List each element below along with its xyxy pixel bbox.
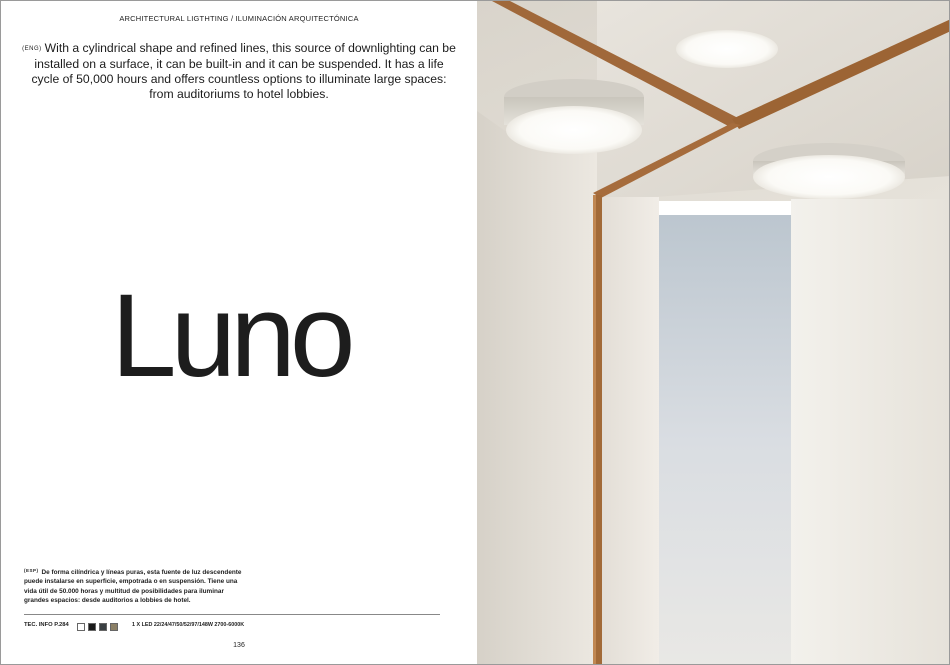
section-header: ARCHITECTURAL LIGTHTING / ILUMINACIÓN ARQUITECTÓNICA: [119, 14, 359, 23]
lamp-spec: 1 X LED 22/24/47/50/52/97/148W 2700-6000K: [132, 622, 245, 628]
tech-info-reference: TEC. INFO P.284: [24, 622, 69, 628]
finish-swatch: [110, 623, 118, 631]
finish-swatch: [88, 623, 96, 631]
intro-english: [21, 41, 457, 102]
footer-divider: [24, 614, 440, 615]
finish-swatch: [99, 623, 107, 631]
intro-english-text: With a cylindrical shape and refined lines, this source of downlighting can be installed on a surface, it can be built-in and it can be suspended. It has a life cycle of 50,000 hours and offers countless options to illuminate large spaces: from auditoriums to hotel lobbies.: [31, 41, 456, 101]
language-tag-esp: (ESP): [24, 568, 39, 573]
product-title: Luno: [111, 270, 350, 402]
product-photo: [477, 1, 950, 665]
page-number: 136: [233, 642, 245, 649]
intro-spanish-text: De forma cilíndrica y líneas puras, esta fuente de luz descendente puede instalarse en superficie, empotrada o en suspensión. Tiene una vida útil de 50.000 horas y multitud de posibilidades para iluminar grandes espacios: desde auditorios a lobbies de hotel.: [24, 569, 242, 605]
language-tag-eng: (ENG): [22, 46, 42, 52]
intro-spanish: [24, 566, 246, 606]
finish-swatch: [77, 623, 85, 631]
finish-swatches: [77, 623, 118, 631]
left-page: [1, 1, 477, 664]
